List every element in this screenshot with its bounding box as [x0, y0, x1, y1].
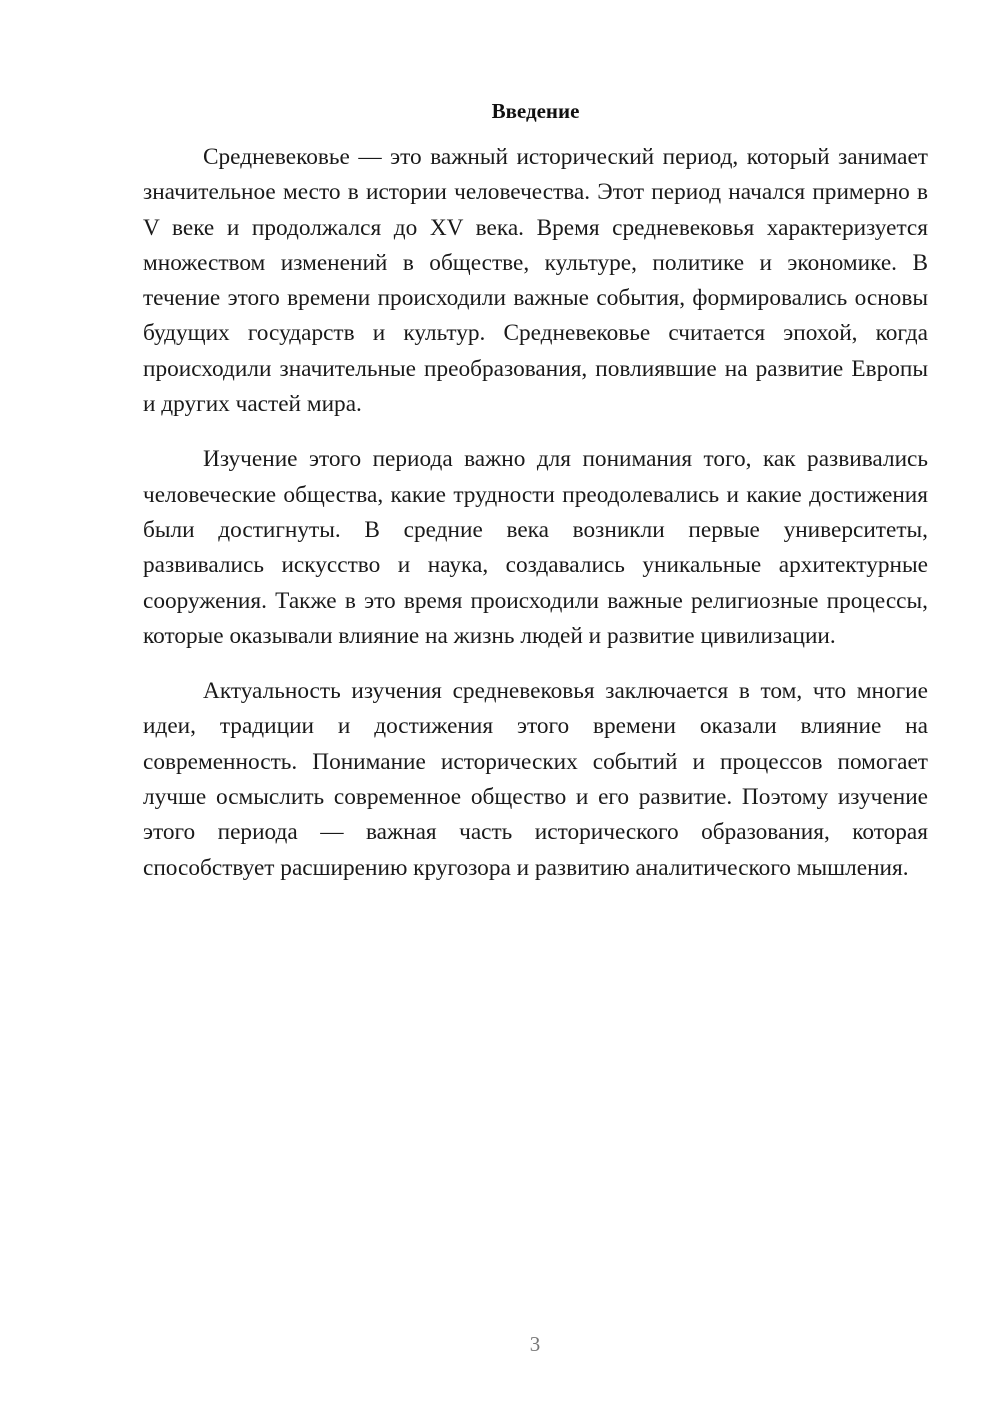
paragraph-3: Актуальность изучения средневековья заключается в том, что многие идеи, традиции и достижения этого времени оказали влияние на современность. Понимание исторических событий и процессов помогает лучше осмыслить современное общество и его развитие. Поэтому изучение этого периода — важная часть исторического образования, которая способствует расширению кругозора и развитию аналитического мышления.: [143, 678, 928, 881]
paragraph-2: Изучение этого периода важно для понимания того, как развивались человеческие общества, какие трудности преодолевались и какие достижения были достигнуты. В средние века возникли первые университеты, развивались искусство и наука, создавались уникальные архитектурные сооружения. Также в это время происходили важные религиозные процессы, которые оказывали влияние на жизнь людей и развитие цивилизации.: [143, 446, 928, 649]
paragraph-1: Средневековье — это важный исторический период, который занимает значительное место в истории человечества. Этот период начался примерно в V веке и продолжался до XV века. Время средневековья характеризуется множеством изменений в обществе, культуре, политике и экономике. В течение этого времени происходили важные события, формировались основы будущих государств и культур. Средневековье считается эпохой, когда происходили значительные преобразования, повлиявшие на развитие Европы и других частей мира.: [143, 144, 928, 418]
page-content: [143, 94, 928, 906]
page-number: 3: [529, 1332, 541, 1356]
section-heading: Введение: [491, 99, 580, 123]
